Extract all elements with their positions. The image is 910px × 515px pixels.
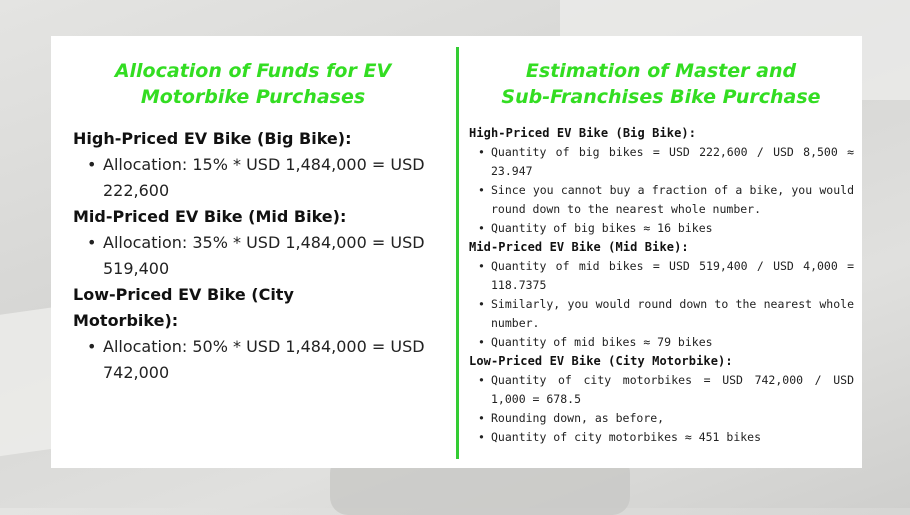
estimation-title-line2: Sub-Franchises Bike Purchase xyxy=(501,86,821,108)
estimation-list-big-bike xyxy=(469,143,854,238)
estimation-heading-city-bike: Low-Priced EV Bike (City Motorbike): xyxy=(469,354,733,368)
allocation-column xyxy=(73,58,433,386)
allocation-title-line2: Motorbike Purchases xyxy=(140,86,366,108)
list-item: • Quantity of mid bikes ≈ 79 bikes xyxy=(469,333,854,352)
list-item: • Rounding down, as before, xyxy=(469,409,854,428)
list-item: • Allocation: 15% * USD 1,484,000 = USD 222,600 xyxy=(73,152,433,204)
list-item: • Since you cannot buy a fraction of a bike, you would round down to the nearest whole number. xyxy=(469,181,854,219)
list-item: • Quantity of mid bikes = USD 519,400 / USD 4,000 = 118.7375 xyxy=(469,257,854,295)
list-item: • Quantity of big bikes = USD 222,600 / USD 8,500 ≈ 23.947 xyxy=(469,143,854,181)
allocation-heading-city-bike: Low-Priced EV Bike (City Motorbike): xyxy=(73,285,294,330)
estimation-list-city-bike xyxy=(469,371,854,447)
list-item: • Quantity of city motorbikes = USD 742,000 / USD 1,000 = 678.5 xyxy=(469,371,854,409)
allocation-list-city-bike xyxy=(73,334,433,386)
list-item: • Allocation: 50% * USD 1,484,000 = USD 742,000 xyxy=(73,334,433,386)
estimation-list-mid-bike xyxy=(469,257,854,352)
estimation-title-line1: Estimation of Master and xyxy=(525,60,797,82)
allocation-heading-big-bike: High-Priced EV Bike (Big Bike): xyxy=(73,129,352,148)
estimation-heading-big-bike: High-Priced EV Bike (Big Bike): xyxy=(469,126,697,140)
list-item: • Quantity of city motorbikes ≈ 451 bikes xyxy=(469,428,854,447)
allocation-title-line1: Allocation of Funds for EV xyxy=(114,60,392,82)
list-item: • Similarly, you would round down to the nearest whole number. xyxy=(469,295,854,333)
allocation-heading-mid-bike: Mid-Priced EV Bike (Mid Bike): xyxy=(73,207,347,226)
allocation-title xyxy=(88,58,418,110)
list-item: • Allocation: 35% * USD 1,484,000 = USD 519,400 xyxy=(73,230,433,282)
estimation-column xyxy=(469,58,854,447)
estimation-heading-mid-bike: Mid-Priced EV Bike (Mid Bike): xyxy=(469,240,689,254)
estimation-title xyxy=(451,58,871,110)
allocation-list-mid-bike xyxy=(73,230,433,282)
content-card xyxy=(51,36,862,468)
list-item: • Quantity of big bikes ≈ 16 bikes xyxy=(469,219,854,238)
allocation-list-big-bike xyxy=(73,152,433,204)
